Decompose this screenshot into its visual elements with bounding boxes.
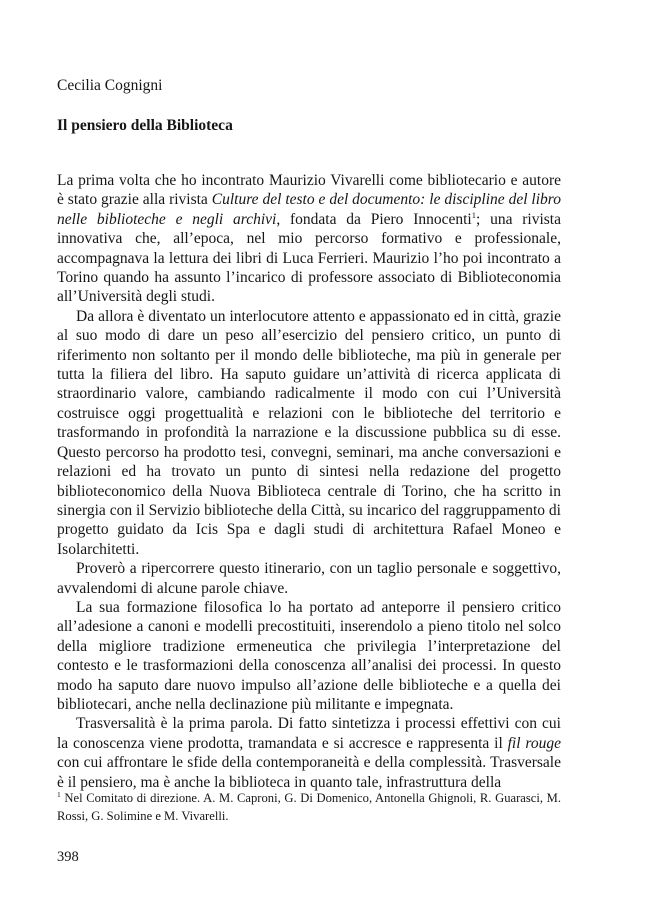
paragraph-5-text-a: Trasversalità è la prima parola. Di fatto sintetizza i processi effettivi con cui la conoscenza viene prodotta, tramandata e si accresce e rappresenta il: [57, 715, 561, 752]
footnote-1: [57, 790, 561, 825]
paragraph-1-text-c: ; una rivista innovativa che, all’epoca, nel mio percorso formativo e professionale, accompagnava la lettura dei libri di Luca Ferrieri. Maurizio l’ho poi incontrato a Torino quando ha assunto l’incarico di professore associato di Biblioteconomia all’Università degli studi.: [57, 210, 561, 306]
journal-title: Culture del testo e del documento: le discipline del libro nelle biblioteche e negli archivi: [57, 191, 561, 228]
paragraph-1-text-a: La prima volta che ho incontrato Maurizio Vivarelli come bibliotecario e autore è stato grazie alla rivista: [57, 172, 561, 209]
paragraph-5: [57, 714, 561, 792]
chapter-title: Il pensiero della Biblioteca: [57, 117, 233, 134]
paragraph-2: Da allora è diventato un interlocutore attento e appassionato ed in città, grazie al suo modo di dare un peso all’esercizio del pensiero critico, un punto di riferimento non soltanto per il mondo delle biblioteche, ma più in generale per tutta la filiera del libro. Ha saputo guidare un’attività di ricerca applicata di straordinario valore, cambiando radicalmente il modo con cui l’Università costruisce oggi progettualità e relazioni con le biblioteche del territorio e trasformando in profondità la narrazione e la discussione pubblica su di esse. Questo percorso ha prodotto tesi, convegni, seminari, ma anche conversazioni e relazioni ed ha trovato un punto di sintesi nella redazione del progetto biblioteconomico della Nuova Biblioteca centrale di Torino, che ha scritto in sinergia con il Servizio biblioteche della Città, su incarico del raggruppamento di progetto guidato da Icis Spa e dagli studi di architettura Rafael Moneo e Isolarchitetti.: [57, 307, 561, 558]
page-number: 398: [57, 849, 79, 865]
paragraph-1-text-b: , fondata da Piero Innocenti: [276, 210, 472, 228]
paragraph-1: [57, 171, 561, 307]
paragraph-5-text-b: con cui affrontare le sfide della contemporaneità e della complessità. Trasversale è il pensiero, ma è anche la biblioteca in quanto tale, infrastruttura della: [57, 754, 561, 791]
footnote-reference[interactable]: 1: [471, 209, 476, 220]
paragraph-4: La sua formazione filosofica lo ha portato ad anteporre il pensiero critico all’adesione a canoni e modelli precostituiti, inserendolo a pieno titolo nel solco della migliore tradizione ermeneutica che privilegia l’interpretazione del contesto e le trasformazioni della conoscenza all’analisi dei processi. In questo modo ha saputo dare nuovo impulso all’azione delle biblioteche e a quella dei bibliotecari, anche nella declinazione più militante e impegnata.: [57, 598, 561, 713]
footnote-number: 1: [57, 790, 61, 799]
body-text: [57, 171, 561, 792]
footnote-text: Nel Comitato di direzione. A. M. Caproni, G. Di Domenico, Antonella Ghignoli, R. Guarasci, M. Rossi, G. Solimine e M. Vivarelli.: [57, 791, 561, 823]
author-name: Cecilia Cognigni: [57, 77, 163, 94]
paragraph-3: Proverò a ripercorrere questo itinerario, con un taglio personale e soggettivo, avvalendomi di alcune parole chiave.: [57, 560, 561, 597]
emphasis-fil-rouge: fil rouge: [507, 734, 561, 752]
